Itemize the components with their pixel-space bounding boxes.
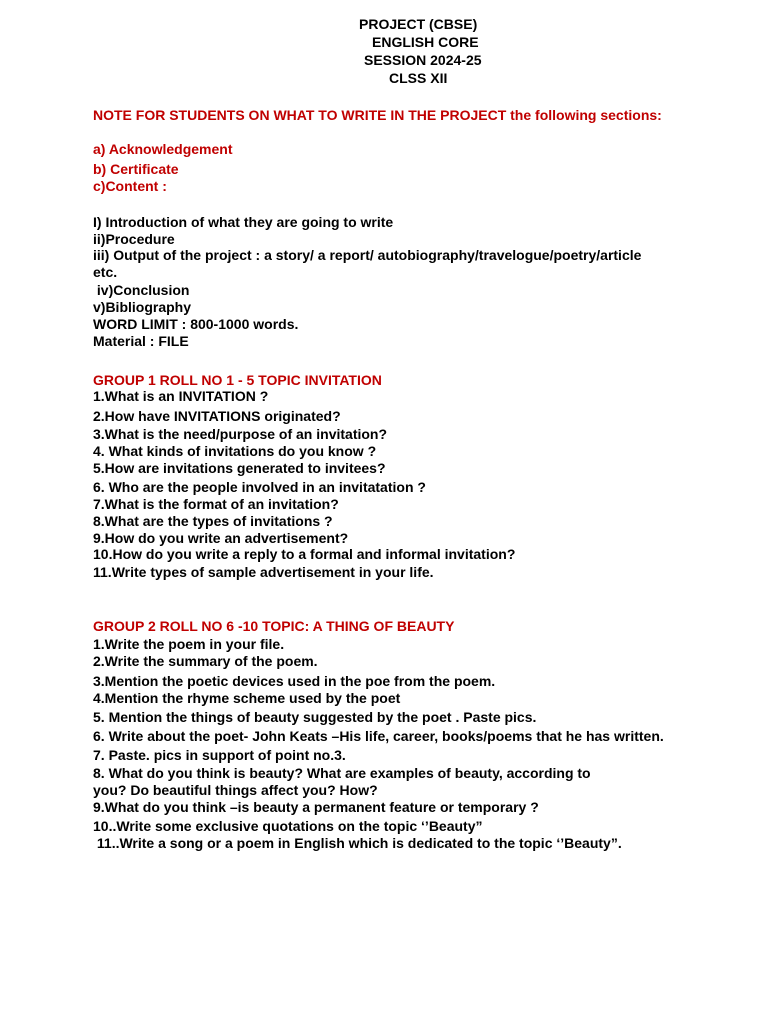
word-limit: WORD LIMIT : 800-1000 words. — [93, 316, 299, 332]
group1-question: 8.What are the types of invitations ? — [93, 513, 333, 529]
group1-question: 5.How are invitations generated to invitees? — [93, 460, 386, 476]
group1-question: 1.What is an INVITATION ? — [93, 388, 269, 404]
group2-question: 2.Write the summary of the poem. — [93, 653, 318, 669]
group2-heading: GROUP 2 ROLL NO 6 -10 TOPIC: A THING OF BEAUTY — [93, 618, 455, 634]
note-item-certificate: b) Certificate — [93, 161, 179, 177]
group1-question: 4. What kinds of invitations do you know ? — [93, 443, 377, 459]
header-session: SESSION 2024-25 — [364, 52, 482, 68]
note-heading: NOTE FOR STUDENTS ON WHAT TO WRITE IN THE PROJECT the following sections: — [93, 107, 662, 123]
group2-question: 8. What do you think is beauty? What are examples of beauty, according to — [93, 765, 591, 781]
group1-question: 10.How do you write a reply to a formal and informal invitation? — [93, 546, 516, 562]
content-list-item: ii)Procedure — [93, 231, 175, 247]
group1-question: 3.What is the need/purpose of an invitation? — [93, 426, 388, 442]
group2-question: 4.Mention the rhyme scheme used by the poet — [93, 690, 401, 706]
group1-question: 6. Who are the people involved in an invitatation ? — [93, 479, 426, 495]
group1-question: 9.How do you write an advertisement? — [93, 530, 349, 546]
group2-question: 11..Write a song or a poem in English which is dedicated to the topic ‘’Beauty”. — [93, 835, 622, 851]
group2-question: 7. Paste. pics in support of point no.3. — [93, 747, 346, 763]
group2-question: 6. Write about the poet- John Keats –His life, career, books/poems that he has written. — [93, 728, 664, 744]
header-project: PROJECT (CBSE) — [359, 16, 478, 32]
group2-question: 5. Mention the things of beauty suggested by the poet . Paste pics. — [93, 709, 537, 725]
content-list-item: etc. — [93, 264, 118, 280]
group1-question: 7.What is the format of an invitation? — [93, 496, 339, 512]
group2-question: 3.Mention the poetic devices used in the poe from the poem. — [93, 673, 496, 689]
note-item-acknowledgement: a) Acknowledgement — [93, 141, 233, 157]
header-class: CLSS XII — [389, 70, 448, 86]
group1-question: 11.Write types of sample advertisement in your life. — [93, 564, 434, 580]
group1-heading: GROUP 1 ROLL NO 1 - 5 TOPIC INVITATION — [93, 372, 382, 388]
content-list-item: v)Bibliography — [93, 299, 192, 315]
note-item-content: c)Content : — [93, 178, 167, 194]
group2-question: you? Do beautiful things affect you? How? — [93, 782, 378, 798]
content-list-item: iv)Conclusion — [93, 282, 190, 298]
group2-question: 9.What do you think –is beauty a permanent feature or temporary ? — [93, 799, 539, 815]
content-list-item: iii) Output of the project : a story/ a report/ autobiography/travelogue/poetry/article — [93, 247, 642, 263]
content-list-item: I) Introduction of what they are going to write — [93, 214, 394, 230]
group1-question: 2.How have INVITATIONS originated? — [93, 408, 341, 424]
group2-question: 1.Write the poem in your file. — [93, 636, 285, 652]
group2-question: 10..Write some exclusive quotations on the topic ‘’Beauty” — [93, 818, 483, 834]
material: Material : FILE — [93, 333, 189, 349]
header-subject: ENGLISH CORE — [372, 34, 479, 50]
